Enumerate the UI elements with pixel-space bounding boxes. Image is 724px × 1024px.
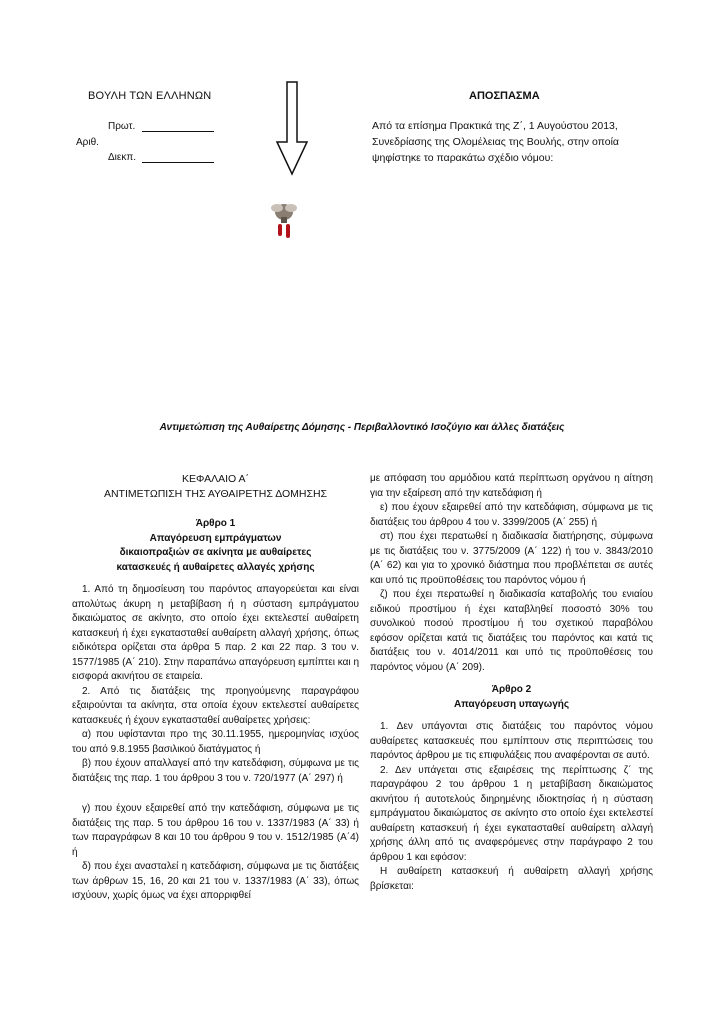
diekp-number-line — [142, 162, 214, 163]
article1-case-c: γ) που έχουν εξαιρεθεί από την κατεδάφιση, σύμφωνα με τις διατάξεις της παρ. 5 του άρθρου 16 του ν. 1337/1983 (Α΄ 33) ή των παραγράφων 8 και 10 του άρθρου 9 του ν. 1512/1985 (Α΄4) ή — [72, 803, 359, 858]
article2-heading: Απαγόρευση υπαγωγής — [453, 698, 570, 710]
arith-label: Αριθ. — [76, 137, 99, 148]
article1-title: Άρθρο 1 — [195, 518, 236, 529]
article1-heading: Απαγόρευση εμπράγματων δικαιοπραξιών σε ακίνητα με αυθαίρετες κατασκευές ή αυθαίρετες αλλαγές χρήσης — [116, 532, 315, 573]
prot-label: Πρωτ. — [108, 121, 136, 132]
article1-case-st: στ) που έχει περατωθεί η διαδικασία διατήρησης, σύμφωνα με τις διατάξεις του ν. 3775/2009 (Α΄ 122) ή του ν. 3843/2010 (Α΄ 62) και για το χρονικό διάστημα που προβλέπεται σε αυτές και υπό τις προϋποθέσεις του παρόντος νόμου ή — [370, 531, 653, 586]
parliament-name: ΒΟΥΛΗ ΤΩΝ ΕΛΛΗΝΩΝ — [88, 90, 212, 102]
article2-paragraph3: Η αυθαίρετη κατασκευή ή αυθαίρετη αλλαγή χρήσης βρίσκεται: — [370, 866, 653, 892]
chapter-label: ΚΕΦΑΛΑΙΟ Α΄ — [181, 473, 250, 485]
article2-title: Άρθρο 2 — [491, 684, 532, 695]
article1-case-z: ζ) που έχει περατωθεί η διαδικασία καταβολής του ενιαίου ειδικού προστίμου ή έχει καταβληθεί ποσοστό 30% του συνολικού ποσού προστίμου ή του σχετικού παραβόλου εφόσον ορίζεται κατά τις διατάξεις του παρόντος και κατά τις διατάξεις του ν. 4014/2011 και υπό τις προϋποθέσεις του παρόντος νόμου (Α΄ 209). — [370, 589, 653, 673]
seal-emblem-icon — [264, 196, 304, 244]
chapter-title: ΑΝΤΙΜΕΤΩΠΙΣΗ ΤΗΣ ΑΥΘΑΙΡΕΤΗΣ ΔΟΜΗΣΗΣ — [103, 487, 328, 500]
article1-paragraph1: 1. Από τη δημοσίευση του παρόντος απαγορεύεται και είναι απολύτως άκυρη η μεταβίβαση ή η σύσταση εμπράγματου δικαιώματος σε ακίνητο, στο οποίο έχει εκτελεστεί αυθαίρετη κατασκευή ή έχει εγκατασταθεί αυθαίρετη αλλαγή χρήσης, όπως ειδικότερα ορίζεται στα άρθρα 5 παρ. 2 και 22 παρ. 3 του ν. 1577/1985 (Α΄ 210). Στην παραπάνω απαγόρευση εμπίπτει και η εισφορά ακινήτου σε εταιρεία. — [72, 584, 359, 682]
excerpt-text: Από τα επίσημα Πρακτικά της Ζ΄, 1 Αυγούστου 2013, Συνεδρίασης της Ολομέλειας της Βουλής, στην οποία ψηφίστηκε το παρακάτω σχέδιο νόμου: — [372, 120, 619, 164]
excerpt-title: ΑΠΟΣΠΑΣΜΑ — [469, 90, 540, 102]
article1-case-a: α) που υφίστανται προ της 30.11.1955, ημερομηνίας ισχύος του από 9.8.1955 βασιλικού διατάγματος ή — [72, 729, 359, 755]
bill-subtitle: Αντιμετώπιση της Αυθαίρετης Δόμησης - Περιβαλλοντικό Ισοζύγιο και άλλες διατάξεις — [159, 422, 565, 433]
article2-paragraph2: 2. Δεν υπάγεται στις εξαιρέσεις της περίπτωσης ζ΄ της παραγράφου 2 του άρθρου 1 η μεταβίβαση δικαιώματος ακινήτου ή αυτοτελούς διηρημένης ιδιοκτησίας ή η σύσταση εμπράγματου δικαιώματος σε ακίνητο στο οποίο έχει εκτελεστεί αυθαίρετη κατασκευή ή έχει εγκατασταθεί αυθαίρετη αλλαγή χρήσης άλλη από τις αναφερόμενες στην παράγραφο 2 του άρθρου 1 και εφόσον: — [370, 764, 653, 863]
diekp-label: Διεκπ. — [108, 152, 137, 163]
article1-case-e: ε) που έχουν εξαιρεθεί από την κατεδάφιση, σύμφωνα με τις διατάξεις του άρθρου 4 του ν. 3399/2005 (Α΄ 255) ή — [370, 502, 653, 528]
right-column — [370, 472, 653, 894]
article2-paragraph1: 1. Δεν υπάγονται στις διατάξεις του παρόντος νόμου αυθαίρετες κατασκευές που εμπίπτουν στις περιπτώσεις του παρόντος άρθρου με τις επιφυλάξεις που αναφέρονται σε αυτό. — [370, 721, 653, 761]
prot-number-line — [142, 131, 214, 132]
article1-case-b: β) που έχουν απαλλαγεί από την κατεδάφιση, σύμφωνα με τις διατάξεις της παρ. 1 του άρθρου 3 του ν. 720/1977 (Α΄ 297) ή — [72, 758, 359, 784]
article1-case-d: δ) που έχει ανασταλεί η κατεδάφιση, σύμφωνα με τις διατάξεις των άρθρων 15, 16, 20 και 21 του ν. 1337/1983 (Α΄ 33), όπως ισχύουν, χωρίς όμως να έχει απορριφθεί — [72, 861, 359, 901]
article1-paragraph2: 2. Από τις διατάξεις της προηγούμενης παραγράφου εξαιρούνται τα ακίνητα, στα οποία έχουν εκτελεστεί αυθαίρετες κατασκευές ή έχουν εγκατασταθεί αυθαίρετες χρήσεις: — [72, 685, 359, 726]
down-arrow-graphic — [272, 80, 312, 176]
article1-continuation: με απόφαση του αρμόδιου κατά περίπτωση οργάνου η αίτηση για την εξαίρεση από την κατεδάφιση ή — [370, 473, 653, 499]
left-column — [72, 472, 359, 904]
